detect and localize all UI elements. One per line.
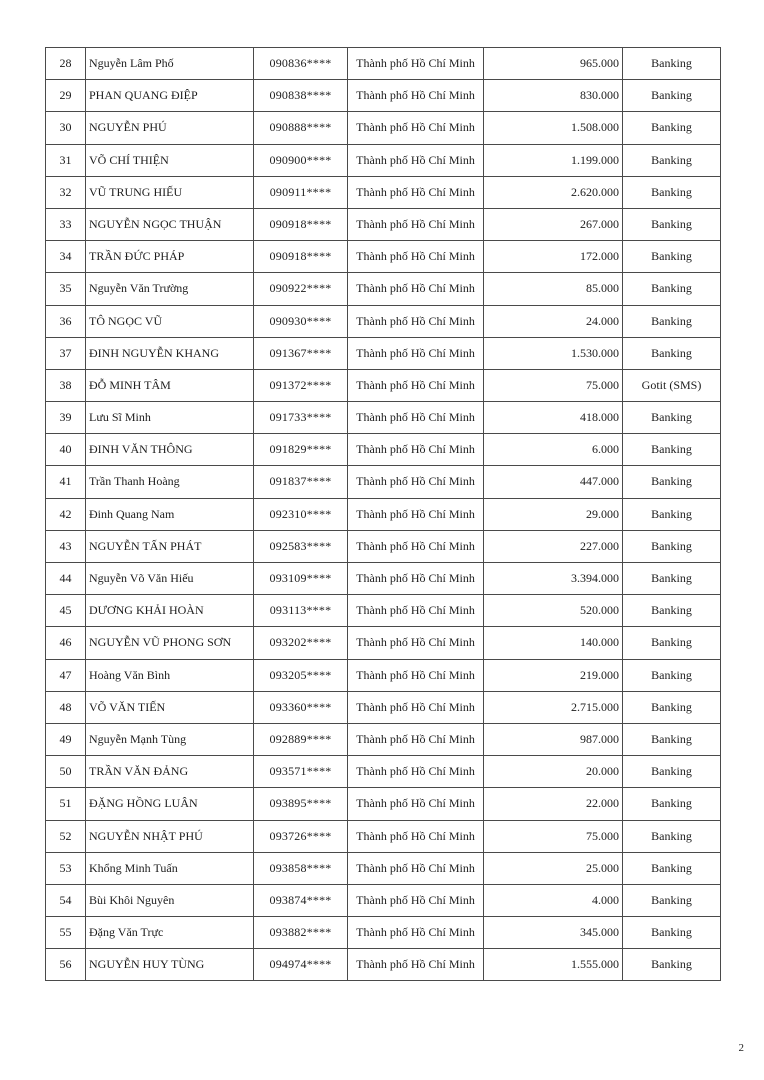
cell-amount: 22.000 — [484, 788, 623, 820]
cell-phone-masked: 091837**** — [254, 466, 348, 498]
cell-phone-masked: 090918**** — [254, 208, 348, 240]
cell-phone-masked: 093858**** — [254, 852, 348, 884]
cell-phone-masked: 091367**** — [254, 337, 348, 369]
cell-phone-masked: 094974**** — [254, 949, 348, 981]
cell-row-number: 34 — [46, 241, 86, 273]
table-row — [46, 112, 721, 144]
cell-amount: 4.000 — [484, 884, 623, 916]
cell-amount: 219.000 — [484, 659, 623, 691]
cell-row-number: 30 — [46, 112, 86, 144]
cell-phone-masked: 093113**** — [254, 595, 348, 627]
cell-row-number: 28 — [46, 48, 86, 80]
cell-amount: 3.394.000 — [484, 563, 623, 595]
cell-payment-method: Banking — [623, 273, 721, 305]
cell-amount: 1.555.000 — [484, 949, 623, 981]
cell-city: Thành phố Hồ Chí Minh — [348, 498, 484, 530]
cell-amount: 20.000 — [484, 756, 623, 788]
cell-phone-masked: 093895**** — [254, 788, 348, 820]
cell-city: Thành phố Hồ Chí Minh — [348, 466, 484, 498]
cell-city: Thành phố Hồ Chí Minh — [348, 530, 484, 562]
cell-city: Thành phố Hồ Chí Minh — [348, 627, 484, 659]
cell-name: Khổng Minh Tuấn — [86, 852, 254, 884]
cell-row-number: 54 — [46, 884, 86, 916]
table-row — [46, 917, 721, 949]
table-row — [46, 595, 721, 627]
cell-name: ĐINH VĂN THÔNG — [86, 434, 254, 466]
cell-row-number: 33 — [46, 208, 86, 240]
cell-amount: 2.620.000 — [484, 176, 623, 208]
cell-city: Thành phố Hồ Chí Minh — [348, 691, 484, 723]
cell-name: Bùi Khôi Nguyên — [86, 884, 254, 916]
cell-payment-method: Banking — [623, 563, 721, 595]
cell-amount: 24.000 — [484, 305, 623, 337]
cell-city: Thành phố Hồ Chí Minh — [348, 852, 484, 884]
cell-payment-method: Banking — [623, 337, 721, 369]
cell-amount: 987.000 — [484, 723, 623, 755]
cell-phone-masked: 090930**** — [254, 305, 348, 337]
cell-name: PHAN QUANG ĐIỆP — [86, 80, 254, 112]
cell-amount: 267.000 — [484, 208, 623, 240]
cell-payment-method: Banking — [623, 530, 721, 562]
cell-phone-masked: 091372**** — [254, 369, 348, 401]
cell-name: NGUYỄN NGỌC THUẬN — [86, 208, 254, 240]
cell-name: NGUYỄN PHÚ — [86, 112, 254, 144]
cell-phone-masked: 093874**** — [254, 884, 348, 916]
table-row — [46, 402, 721, 434]
cell-row-number: 42 — [46, 498, 86, 530]
cell-row-number: 31 — [46, 144, 86, 176]
recipient-table — [45, 47, 721, 981]
table-row — [46, 852, 721, 884]
cell-amount: 75.000 — [484, 820, 623, 852]
table-row — [46, 530, 721, 562]
table-row — [46, 241, 721, 273]
cell-city: Thành phố Hồ Chí Minh — [348, 756, 484, 788]
cell-amount: 172.000 — [484, 241, 623, 273]
table-row — [46, 144, 721, 176]
cell-name: ĐỖ MINH TÂM — [86, 369, 254, 401]
cell-amount: 447.000 — [484, 466, 623, 498]
cell-row-number: 47 — [46, 659, 86, 691]
table-row — [46, 949, 721, 981]
cell-amount: 830.000 — [484, 80, 623, 112]
cell-row-number: 44 — [46, 563, 86, 595]
table-row — [46, 563, 721, 595]
table-row — [46, 273, 721, 305]
cell-name: ĐẶNG HỒNG LUÂN — [86, 788, 254, 820]
cell-name: VÕ CHÍ THIỆN — [86, 144, 254, 176]
table-row — [46, 466, 721, 498]
cell-amount: 2.715.000 — [484, 691, 623, 723]
cell-amount: 227.000 — [484, 530, 623, 562]
cell-amount: 25.000 — [484, 852, 623, 884]
cell-name: NGUYỄN TẤN PHÁT — [86, 530, 254, 562]
cell-city: Thành phố Hồ Chí Minh — [348, 369, 484, 401]
cell-payment-method: Banking — [623, 820, 721, 852]
cell-phone-masked: 090836**** — [254, 48, 348, 80]
cell-amount: 85.000 — [484, 273, 623, 305]
cell-payment-method: Banking — [623, 466, 721, 498]
table-row — [46, 723, 721, 755]
cell-amount: 418.000 — [484, 402, 623, 434]
table-row — [46, 176, 721, 208]
cell-city: Thành phố Hồ Chí Minh — [348, 434, 484, 466]
cell-row-number: 37 — [46, 337, 86, 369]
cell-row-number: 43 — [46, 530, 86, 562]
cell-payment-method: Banking — [623, 788, 721, 820]
cell-amount: 29.000 — [484, 498, 623, 530]
cell-amount: 1.530.000 — [484, 337, 623, 369]
cell-city: Thành phố Hồ Chí Minh — [348, 241, 484, 273]
cell-name: NGUYỄN HUY TÙNG — [86, 949, 254, 981]
cell-row-number: 50 — [46, 756, 86, 788]
cell-phone-masked: 090838**** — [254, 80, 348, 112]
cell-phone-masked: 092310**** — [254, 498, 348, 530]
cell-row-number: 36 — [46, 305, 86, 337]
cell-phone-masked: 090900**** — [254, 144, 348, 176]
cell-city: Thành phố Hồ Chí Minh — [348, 208, 484, 240]
cell-payment-method: Banking — [623, 241, 721, 273]
cell-name: TRẦN VĂN ĐẢNG — [86, 756, 254, 788]
cell-phone-masked: 090911**** — [254, 176, 348, 208]
cell-city: Thành phố Hồ Chí Minh — [348, 788, 484, 820]
cell-phone-masked: 090922**** — [254, 273, 348, 305]
cell-name: Nguyễn Mạnh Tùng — [86, 723, 254, 755]
cell-phone-masked: 092583**** — [254, 530, 348, 562]
table-row — [46, 820, 721, 852]
table-row — [46, 627, 721, 659]
cell-row-number: 46 — [46, 627, 86, 659]
cell-amount: 345.000 — [484, 917, 623, 949]
cell-city: Thành phố Hồ Chí Minh — [348, 80, 484, 112]
cell-payment-method: Banking — [623, 305, 721, 337]
cell-row-number: 32 — [46, 176, 86, 208]
cell-row-number: 41 — [46, 466, 86, 498]
cell-phone-masked: 093109**** — [254, 563, 348, 595]
cell-payment-method: Banking — [623, 144, 721, 176]
cell-row-number: 53 — [46, 852, 86, 884]
table-row — [46, 48, 721, 80]
cell-payment-method: Banking — [623, 595, 721, 627]
cell-amount: 1.508.000 — [484, 112, 623, 144]
cell-row-number: 38 — [46, 369, 86, 401]
cell-phone-masked: 093360**** — [254, 691, 348, 723]
table-row — [46, 434, 721, 466]
table-row — [46, 788, 721, 820]
cell-payment-method: Banking — [623, 176, 721, 208]
cell-amount: 520.000 — [484, 595, 623, 627]
cell-phone-masked: 093202**** — [254, 627, 348, 659]
cell-phone-masked: 090888**** — [254, 112, 348, 144]
cell-phone-masked: 091733**** — [254, 402, 348, 434]
cell-city: Thành phố Hồ Chí Minh — [348, 723, 484, 755]
cell-payment-method: Banking — [623, 852, 721, 884]
table-row — [46, 884, 721, 916]
cell-name: NGUYỄN NHẬT PHÚ — [86, 820, 254, 852]
table-row — [46, 305, 721, 337]
cell-payment-method: Banking — [623, 498, 721, 530]
cell-city: Thành phố Hồ Chí Minh — [348, 949, 484, 981]
cell-payment-method: Banking — [623, 723, 721, 755]
cell-city: Thành phố Hồ Chí Minh — [348, 337, 484, 369]
cell-row-number: 48 — [46, 691, 86, 723]
cell-city: Thành phố Hồ Chí Minh — [348, 659, 484, 691]
cell-phone-masked: 091829**** — [254, 434, 348, 466]
table-row — [46, 208, 721, 240]
cell-city: Thành phố Hồ Chí Minh — [348, 595, 484, 627]
cell-city: Thành phố Hồ Chí Minh — [348, 112, 484, 144]
cell-payment-method: Banking — [623, 402, 721, 434]
cell-name: Đinh Quang Nam — [86, 498, 254, 530]
cell-phone-masked: 093882**** — [254, 917, 348, 949]
cell-name: VŨ TRUNG HIẾU — [86, 176, 254, 208]
table-body — [46, 48, 721, 981]
cell-city: Thành phố Hồ Chí Minh — [348, 563, 484, 595]
cell-name: NGUYỄN VŨ PHONG SƠN — [86, 627, 254, 659]
cell-name: ĐINH NGUYỄN KHANG — [86, 337, 254, 369]
cell-amount: 75.000 — [484, 369, 623, 401]
cell-row-number: 39 — [46, 402, 86, 434]
cell-name: TÔ NGỌC VŨ — [86, 305, 254, 337]
cell-city: Thành phố Hồ Chí Minh — [348, 176, 484, 208]
table-row — [46, 498, 721, 530]
cell-row-number: 35 — [46, 273, 86, 305]
cell-payment-method: Gotit (SMS) — [623, 369, 721, 401]
table-row — [46, 691, 721, 723]
cell-name: Nguyễn Lâm Phố — [86, 48, 254, 80]
cell-payment-method: Banking — [623, 48, 721, 80]
cell-phone-masked: 092889**** — [254, 723, 348, 755]
cell-phone-masked: 090918**** — [254, 241, 348, 273]
page-number: 2 — [738, 1042, 744, 1054]
cell-payment-method: Banking — [623, 949, 721, 981]
cell-row-number: 45 — [46, 595, 86, 627]
table-row — [46, 337, 721, 369]
cell-amount: 140.000 — [484, 627, 623, 659]
table-row — [46, 369, 721, 401]
cell-payment-method: Banking — [623, 691, 721, 723]
cell-name: Hoàng Văn Bình — [86, 659, 254, 691]
cell-name: Nguyễn Võ Văn Hiếu — [86, 563, 254, 595]
cell-name: Nguyễn Văn Trường — [86, 273, 254, 305]
cell-payment-method: Banking — [623, 434, 721, 466]
cell-row-number: 29 — [46, 80, 86, 112]
table-row — [46, 756, 721, 788]
cell-name: VÕ VĂN TIẾN — [86, 691, 254, 723]
cell-city: Thành phố Hồ Chí Minh — [348, 144, 484, 176]
cell-row-number: 51 — [46, 788, 86, 820]
cell-payment-method: Banking — [623, 756, 721, 788]
cell-city: Thành phố Hồ Chí Minh — [348, 402, 484, 434]
cell-payment-method: Banking — [623, 627, 721, 659]
table-row — [46, 659, 721, 691]
cell-payment-method: Banking — [623, 112, 721, 144]
cell-name: Trần Thanh Hoàng — [86, 466, 254, 498]
cell-amount: 965.000 — [484, 48, 623, 80]
cell-city: Thành phố Hồ Chí Minh — [348, 884, 484, 916]
cell-city: Thành phố Hồ Chí Minh — [348, 48, 484, 80]
cell-phone-masked: 093571**** — [254, 756, 348, 788]
cell-city: Thành phố Hồ Chí Minh — [348, 917, 484, 949]
cell-row-number: 52 — [46, 820, 86, 852]
cell-phone-masked: 093726**** — [254, 820, 348, 852]
cell-name: DƯƠNG KHẢI HOÀN — [86, 595, 254, 627]
cell-row-number: 55 — [46, 917, 86, 949]
cell-city: Thành phố Hồ Chí Minh — [348, 273, 484, 305]
cell-name: TRẦN ĐỨC PHÁP — [86, 241, 254, 273]
cell-amount: 6.000 — [484, 434, 623, 466]
cell-row-number: 49 — [46, 723, 86, 755]
cell-amount: 1.199.000 — [484, 144, 623, 176]
cell-payment-method: Banking — [623, 659, 721, 691]
cell-name: Đặng Văn Trực — [86, 917, 254, 949]
cell-payment-method: Banking — [623, 208, 721, 240]
cell-row-number: 40 — [46, 434, 86, 466]
cell-phone-masked: 093205**** — [254, 659, 348, 691]
cell-payment-method: Banking — [623, 917, 721, 949]
cell-city: Thành phố Hồ Chí Minh — [348, 305, 484, 337]
cell-payment-method: Banking — [623, 80, 721, 112]
cell-payment-method: Banking — [623, 884, 721, 916]
cell-name: Lưu Sĩ Minh — [86, 402, 254, 434]
cell-city: Thành phố Hồ Chí Minh — [348, 820, 484, 852]
table-row — [46, 80, 721, 112]
cell-row-number: 56 — [46, 949, 86, 981]
